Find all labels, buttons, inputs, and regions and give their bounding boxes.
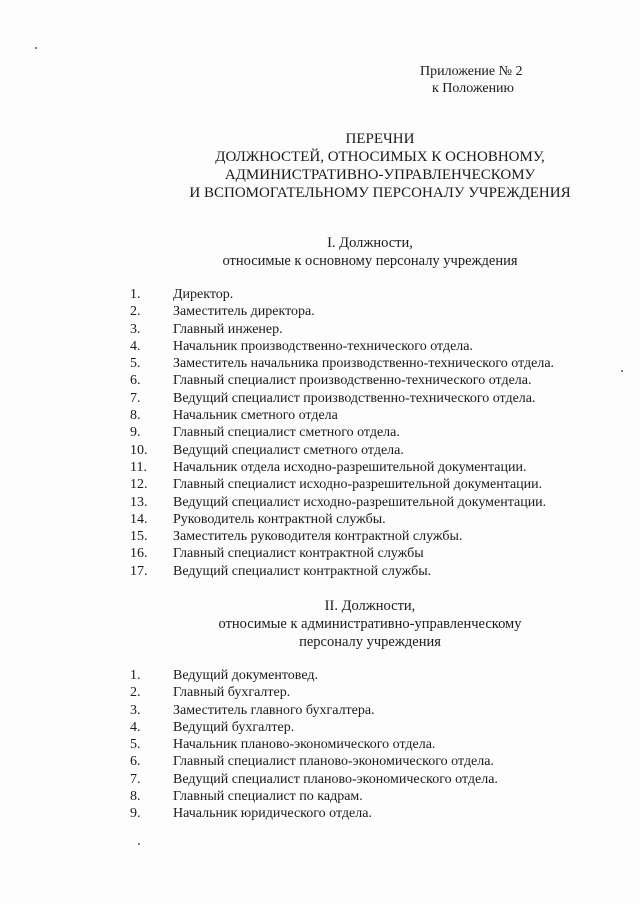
list-item-text: Заместитель руководителя контрактной службы. xyxy=(173,529,463,545)
list-item-text: Главный специалист контрактной службы xyxy=(173,546,424,562)
section-1-heading-line-1: I. Должности, xyxy=(327,235,413,251)
list-item xyxy=(130,372,554,389)
list-item-number: 3. xyxy=(130,702,141,718)
list-item-number: 17. xyxy=(130,563,148,579)
list-item-text: Начальник отдела исходно-разрешительной документации. xyxy=(173,459,527,475)
scan-speck xyxy=(621,370,623,372)
list-item-number: 16. xyxy=(130,546,148,562)
list-item xyxy=(130,476,554,493)
list-item-number: 15. xyxy=(130,529,148,545)
section-2-list xyxy=(130,667,498,823)
list-item-text: Начальник производственно-технического отдела. xyxy=(173,338,473,354)
list-item xyxy=(130,702,498,719)
list-item xyxy=(130,407,554,424)
list-item-number: 9. xyxy=(130,806,141,822)
list-item xyxy=(130,286,554,303)
list-item xyxy=(130,667,498,684)
list-item-number: 8. xyxy=(130,408,141,424)
list-item-text: Главный специалист производственно-технического отдела. xyxy=(173,373,532,389)
list-item xyxy=(130,563,554,580)
section-2-heading xyxy=(160,597,580,651)
section-1-list xyxy=(130,286,554,580)
list-item xyxy=(130,771,498,788)
list-item xyxy=(130,390,554,407)
title-line-1: ПЕРЕЧНИ xyxy=(345,131,415,147)
list-item-number: 13. xyxy=(130,494,148,510)
section-2-heading-line-1: II. Должности, xyxy=(324,598,416,614)
scan-speck xyxy=(138,843,140,845)
list-item-number: 2. xyxy=(130,304,141,320)
list-item-number: 12. xyxy=(130,477,148,493)
list-item-number: 4. xyxy=(130,338,141,354)
list-item-number: 2. xyxy=(130,685,141,701)
list-item xyxy=(130,355,554,372)
list-item xyxy=(130,528,554,545)
list-item-text: Заместитель директора. xyxy=(173,304,315,320)
list-item xyxy=(130,788,498,805)
list-item-number: 4. xyxy=(130,719,141,735)
list-item-text: Главный инженер. xyxy=(173,321,283,337)
list-item-text: Главный бухгалтер. xyxy=(173,685,291,701)
title-line-3: АДМИНИСТРАТИВНО-УПРАВЛЕНЧЕСКОМУ xyxy=(224,167,536,183)
title-line-4: И ВСПОМОГАТЕЛЬНОМУ ПЕРСОНАЛУ УЧРЕЖДЕНИЯ xyxy=(189,185,571,201)
list-item-number: 3. xyxy=(130,321,141,337)
list-item xyxy=(130,545,554,562)
list-item-number: 7. xyxy=(130,771,141,787)
list-item-number: 10. xyxy=(130,442,148,458)
list-item xyxy=(130,424,554,441)
list-item-text: Ведущий специалист исходно-разрешительной документации. xyxy=(173,494,547,510)
list-item-text: Заместитель начальника производственно-технического отдела. xyxy=(173,356,555,372)
scan-speck xyxy=(35,47,37,49)
list-item-number: 6. xyxy=(130,373,141,389)
list-item-text: Заместитель главного бухгалтера. xyxy=(173,702,375,718)
list-item-text: Директор. xyxy=(173,287,234,302)
list-item xyxy=(130,736,498,753)
list-item-text: Ведущий специалист сметного отдела. xyxy=(173,442,404,458)
section-1-heading-line-2: относимые к основному персоналу учреждения xyxy=(222,253,518,269)
appendix-note xyxy=(420,63,580,97)
section-1-heading xyxy=(160,234,580,270)
list-item xyxy=(130,753,498,770)
document-title xyxy=(150,130,610,202)
list-item xyxy=(130,805,498,822)
section-2-heading-line-2: относимые к административно-управленческому xyxy=(218,616,522,632)
list-item-text: Ведущий специалист контрактной службы. xyxy=(173,563,432,579)
list-item xyxy=(130,684,498,701)
list-item xyxy=(130,321,554,338)
list-item-text: Главный специалист планово-экономического отдела. xyxy=(173,754,494,770)
list-item-number: 11. xyxy=(130,459,147,475)
list-item-text: Начальник сметного отдела xyxy=(173,408,338,424)
list-item xyxy=(130,338,554,355)
list-item-text: Начальник юридического отдела. xyxy=(173,806,372,822)
list-item-number: 8. xyxy=(130,789,141,805)
list-item xyxy=(130,303,554,320)
list-item-number: 5. xyxy=(130,737,141,753)
list-item xyxy=(130,511,554,528)
list-item-number: 1. xyxy=(130,287,141,302)
list-item-number: 1. xyxy=(130,668,141,683)
appendix-line-1: Приложение № 2 xyxy=(420,64,523,79)
list-item-text: Главный специалист по кадрам. xyxy=(173,789,363,805)
list-item xyxy=(130,459,554,476)
list-item-number: 6. xyxy=(130,754,141,770)
list-item-text: Руководитель контрактной службы. xyxy=(173,511,386,527)
list-item-number: 5. xyxy=(130,356,141,372)
list-item-text: Ведущий бухгалтер. xyxy=(173,719,295,735)
list-item xyxy=(130,719,498,736)
list-item-text: Начальник планово-экономического отдела. xyxy=(173,737,436,753)
list-item-text: Ведущий специалист производственно-технического отдела. xyxy=(173,390,536,406)
list-item-text: Главный специалист исходно-разрешительной документации. xyxy=(173,477,543,493)
appendix-line-2: к Положению xyxy=(432,81,515,96)
list-item-text: Главный специалист сметного отдела. xyxy=(173,425,400,441)
section-2-heading-line-3: персоналу учреждения xyxy=(299,634,441,650)
list-item-number: 9. xyxy=(130,425,141,441)
list-item xyxy=(130,442,554,459)
list-item-number: 7. xyxy=(130,390,141,406)
list-item-text: Ведущий документовед. xyxy=(173,668,318,683)
list-item-number: 14. xyxy=(130,511,148,527)
list-item-text: Ведущий специалист планово-экономического отдела. xyxy=(173,771,498,787)
list-item xyxy=(130,494,554,511)
title-line-2: ДОЛЖНОСТЕЙ, ОТНОСИМЫХ К ОСНОВНОМУ, xyxy=(215,149,545,165)
